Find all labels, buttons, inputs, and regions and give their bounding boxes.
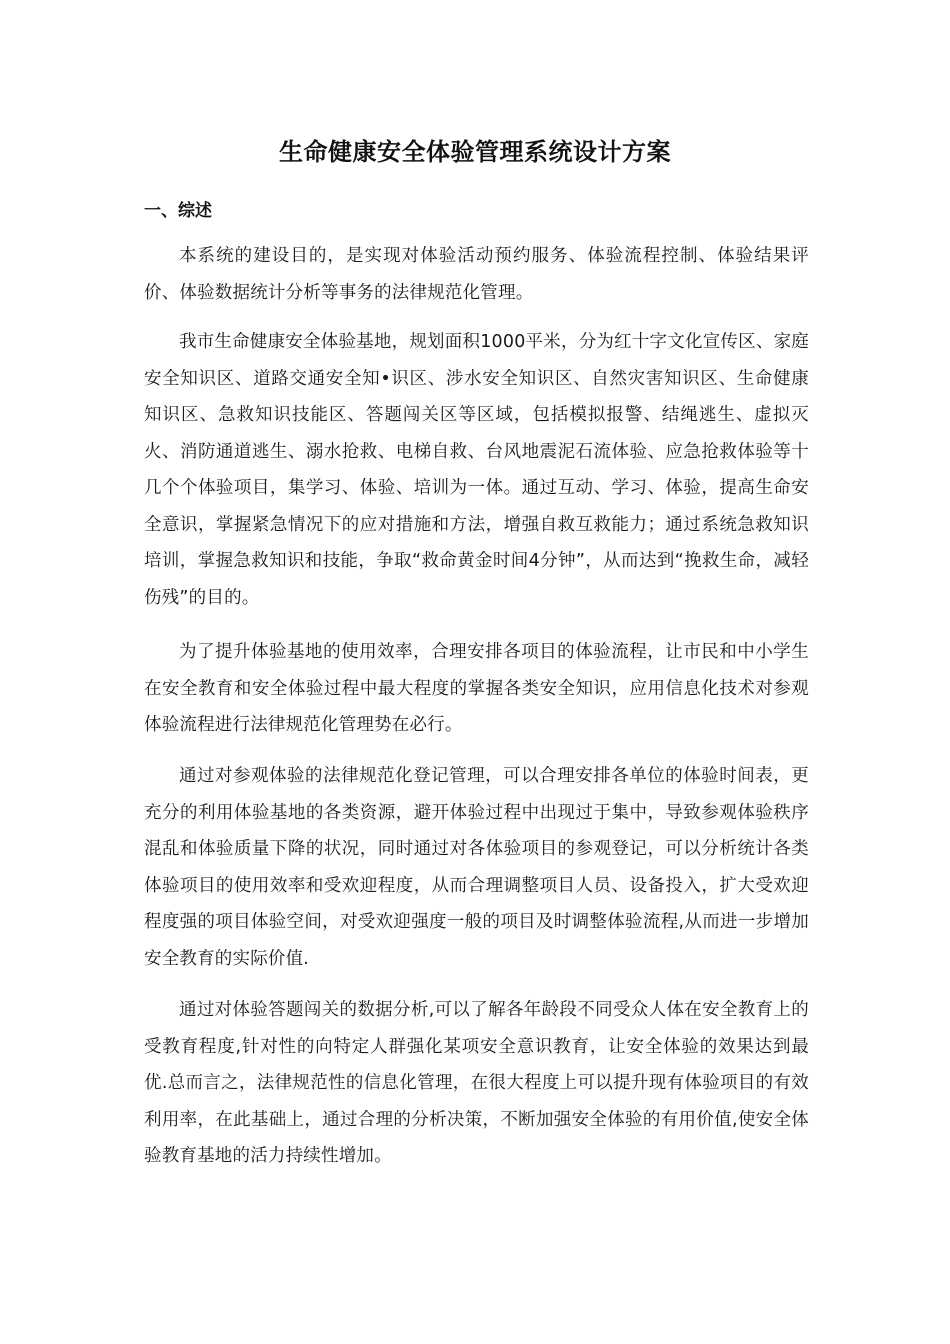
document-title: 生命健康安全体验管理系统设计方案 <box>279 138 671 166</box>
section-heading: 一、综述 <box>144 201 212 221</box>
paragraph-purpose: 本系统的建设目的，是实现对体验活动预约服务、体验流程控制、体验结果评价、体验数据统计分析等事务的法律规范化管理。 <box>144 246 809 303</box>
paragraph-base-overview: 我市生命健康安全体验基地，规划面积1000平米，分为红十字文化宣传区、家庭安全知识区、道路交通安全知•识区、涉水安全知识区、自然灾害知识区、生命健康知识区、急救知识技能区、答题闯关区等区域，包括模拟报警、结绳逃生、虚拟灭火、消防通道逃生、溺水抢救、电梯自救、台风地震泥石流体验、应急抢救体验等十几个个体验项目，集学习、体验、培训为一体。通过互动、学习、体验，提高生命安全意识，掌握紧急情况下的应对措施和方法，增强自救互救能力；通过系统急救知识培训，掌握急救知识和技能，争取“救命黄金时间4分钟”，从而达到“挽救生命，减轻伤残”的目的。 <box>144 332 809 608</box>
paragraph-data-analysis: 通过对体验答题闯关的数据分析,可以了解各年龄段不同受众人体在安全教育上的受教育程度,针对性的向特定人群强化某项安全意识教育，让安全体验的效果达到最优.总而言之，法律规范性的信息化管理，在很大程度上可以提升现有体验项目的有效利用率，在此基础上，通过合理的分析决策，不断加强安全体验的有用价值,使安全体验教育基地的活力持续性增加。 <box>144 1000 809 1166</box>
paragraph-efficiency: 为了提升体验基地的使用效率，合理安排各项目的体验流程，让市民和中小学生在安全教育和安全体验过程中最大程度的掌握各类安全知识，应用信息化技术对参观体验流程进行法律规范化管理势在必行。 <box>144 642 809 735</box>
paragraph-registration: 通过对参观体验的法律规范化登记管理，可以合理安排各单位的体验时间表，更充分的利用体验基地的各类资源，避开体验过程中出现过于集中，导致参观体验秩序混乱和体验质量下降的状况，同时通过对各体验项目的参观登记，可以分析统计各类体验项目的使用效率和受欢迎程度，从而合理调整项目人员、设备投入，扩大受欢迎程度强的项目体验空间，对受欢迎强度一般的项目及时调整体验流程,从而进一步增加安全教育的实际价值. <box>144 766 809 969</box>
